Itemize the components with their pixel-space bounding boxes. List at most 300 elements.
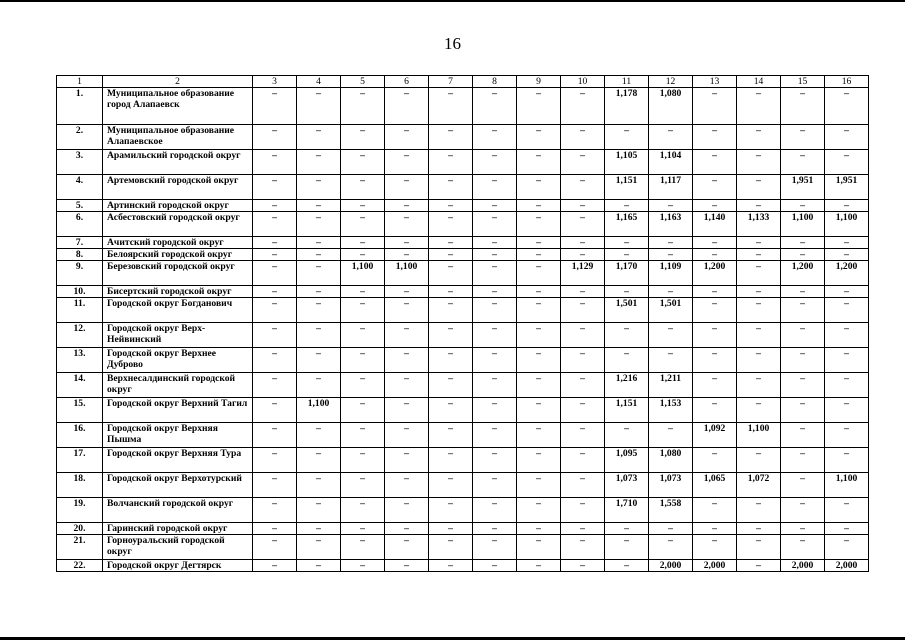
value-cell: – [253, 175, 297, 200]
value-cell: – [561, 249, 605, 261]
value-cell: – [605, 535, 649, 560]
value-cell: – [385, 535, 429, 560]
value-cell: – [429, 398, 473, 423]
value-cell: 1,216 [605, 373, 649, 398]
value-cell: – [693, 125, 737, 150]
value-cell: 1,200 [693, 261, 737, 286]
value-cell: – [429, 286, 473, 298]
value-cell: – [737, 286, 781, 298]
value-cell: – [825, 398, 869, 423]
value-cell: 2,000 [781, 560, 825, 572]
table-row [57, 498, 869, 523]
value-cell: – [253, 398, 297, 423]
value-cell: – [649, 200, 693, 212]
value-cell: – [649, 423, 693, 448]
table-row [57, 398, 869, 423]
row-number: 18. [57, 473, 103, 498]
value-cell: – [605, 323, 649, 348]
value-cell: – [385, 323, 429, 348]
value-cell: – [297, 498, 341, 523]
value-cell: – [781, 498, 825, 523]
value-cell: – [473, 535, 517, 560]
municipality-name: Артемовский городской округ [103, 175, 253, 200]
value-cell: – [473, 423, 517, 448]
value-cell: – [561, 373, 605, 398]
value-cell: – [561, 560, 605, 572]
value-cell: – [429, 200, 473, 212]
municipality-name: Верхнесалдинский городской округ [103, 373, 253, 398]
municipality-name: Гаринский городской округ [103, 523, 253, 535]
value-cell: – [253, 348, 297, 373]
column-header: 12 [649, 76, 693, 88]
municipality-name: Волчанский городской округ [103, 498, 253, 523]
table-row [57, 88, 869, 125]
value-cell: – [473, 125, 517, 150]
value-cell: – [253, 237, 297, 249]
value-cell: – [473, 237, 517, 249]
value-cell: – [473, 298, 517, 323]
value-cell: – [253, 125, 297, 150]
value-cell: – [385, 473, 429, 498]
value-cell: – [385, 523, 429, 535]
table-row [57, 298, 869, 323]
value-cell: – [561, 448, 605, 473]
value-cell: 1,095 [605, 448, 649, 473]
value-cell: – [517, 237, 561, 249]
value-cell: – [473, 212, 517, 237]
value-cell: – [649, 237, 693, 249]
value-cell: – [473, 88, 517, 125]
value-cell: – [385, 286, 429, 298]
value-cell: – [737, 448, 781, 473]
value-cell: – [781, 125, 825, 150]
value-cell: – [253, 523, 297, 535]
value-cell: – [297, 237, 341, 249]
value-cell: – [781, 398, 825, 423]
value-cell: – [341, 373, 385, 398]
value-cell: 1,100 [781, 212, 825, 237]
table-row [57, 523, 869, 535]
value-cell: – [737, 373, 781, 398]
value-cell: – [561, 212, 605, 237]
value-cell: – [605, 523, 649, 535]
value-cell: – [605, 237, 649, 249]
value-cell: – [517, 125, 561, 150]
value-cell: – [781, 286, 825, 298]
column-header: 6 [385, 76, 429, 88]
value-cell: – [737, 298, 781, 323]
value-cell: – [825, 237, 869, 249]
value-cell: – [253, 286, 297, 298]
value-cell: – [429, 535, 473, 560]
municipality-name: Муниципальное образование город Алапаевск [103, 88, 253, 125]
value-cell: – [825, 150, 869, 175]
value-cell: – [473, 373, 517, 398]
value-cell: – [737, 523, 781, 535]
value-cell: 1,151 [605, 398, 649, 423]
value-cell: – [693, 323, 737, 348]
value-cell: – [429, 523, 473, 535]
value-cell: – [517, 523, 561, 535]
value-cell: – [385, 348, 429, 373]
row-number: 10. [57, 286, 103, 298]
value-cell: – [825, 323, 869, 348]
column-header: 9 [517, 76, 561, 88]
value-cell: – [825, 423, 869, 448]
column-header: 16 [825, 76, 869, 88]
row-number: 20. [57, 523, 103, 535]
value-cell: – [825, 249, 869, 261]
table-row [57, 261, 869, 286]
municipality-name: Арамильский городской округ [103, 150, 253, 175]
value-cell: – [517, 200, 561, 212]
value-cell: – [737, 535, 781, 560]
value-cell: – [781, 237, 825, 249]
value-cell: 1,100 [737, 423, 781, 448]
value-cell: – [825, 286, 869, 298]
value-cell: – [693, 237, 737, 249]
value-cell: – [429, 125, 473, 150]
value-cell: – [737, 237, 781, 249]
table-row [57, 150, 869, 175]
value-cell: – [429, 261, 473, 286]
value-cell: – [693, 200, 737, 212]
table-row [57, 237, 869, 249]
value-cell: – [781, 200, 825, 212]
value-cell: – [429, 175, 473, 200]
value-cell: – [429, 237, 473, 249]
value-cell: – [385, 150, 429, 175]
value-cell: – [693, 88, 737, 125]
value-cell: – [825, 125, 869, 150]
value-cell: – [429, 298, 473, 323]
value-cell: – [297, 200, 341, 212]
value-cell: – [693, 150, 737, 175]
value-cell: – [385, 175, 429, 200]
municipality-name: Городской округ Богданович [103, 298, 253, 323]
value-cell: – [253, 498, 297, 523]
value-cell: – [517, 373, 561, 398]
column-header: 15 [781, 76, 825, 88]
value-cell: – [517, 323, 561, 348]
value-cell: – [649, 125, 693, 150]
column-header: 5 [341, 76, 385, 88]
value-cell: – [429, 560, 473, 572]
value-cell: – [517, 261, 561, 286]
municipality-name: Белоярский городской округ [103, 249, 253, 261]
value-cell: – [781, 323, 825, 348]
municipality-name: Городской округ Дегтярск [103, 560, 253, 572]
value-cell: 1,080 [649, 88, 693, 125]
value-cell: – [737, 200, 781, 212]
value-cell: – [517, 535, 561, 560]
column-header: 14 [737, 76, 781, 88]
value-cell: – [473, 323, 517, 348]
column-header: 10 [561, 76, 605, 88]
value-cell: 1,117 [649, 175, 693, 200]
value-cell: 1,200 [825, 261, 869, 286]
value-cell: – [561, 298, 605, 323]
value-cell: – [253, 261, 297, 286]
value-cell: 1,951 [781, 175, 825, 200]
value-cell: – [605, 286, 649, 298]
value-cell: – [825, 88, 869, 125]
value-cell: – [297, 261, 341, 286]
municipality-name: Городской округ Верхнее Дуброво [103, 348, 253, 373]
value-cell: – [517, 212, 561, 237]
value-cell: – [517, 286, 561, 298]
table-row [57, 448, 869, 473]
table-row [57, 423, 869, 448]
value-cell: – [473, 175, 517, 200]
value-cell: – [473, 473, 517, 498]
value-cell: – [341, 523, 385, 535]
value-cell: – [473, 150, 517, 175]
municipality-name: Городской округ Верхняя Пышма [103, 423, 253, 448]
value-cell: – [473, 398, 517, 423]
value-cell: 1,710 [605, 498, 649, 523]
value-cell: 1,200 [781, 261, 825, 286]
value-cell: – [253, 560, 297, 572]
value-cell: – [473, 498, 517, 523]
value-cell: 1,140 [693, 212, 737, 237]
value-cell: – [781, 523, 825, 535]
value-cell: – [605, 348, 649, 373]
table-row [57, 125, 869, 150]
value-cell: – [473, 448, 517, 473]
row-number: 13. [57, 348, 103, 373]
value-cell: – [297, 298, 341, 323]
value-cell: – [561, 88, 605, 125]
column-header: 8 [473, 76, 517, 88]
value-cell: 1,080 [649, 448, 693, 473]
value-cell: – [385, 298, 429, 323]
value-cell: 1,501 [649, 298, 693, 323]
value-cell: – [341, 249, 385, 261]
value-cell: – [297, 175, 341, 200]
value-cell: – [781, 535, 825, 560]
value-cell: – [605, 560, 649, 572]
municipality-name: Муниципальное образование Алапаевское [103, 125, 253, 150]
value-cell: – [561, 237, 605, 249]
row-number: 15. [57, 398, 103, 423]
value-cell: – [297, 523, 341, 535]
value-cell: 1,501 [605, 298, 649, 323]
table-row [57, 473, 869, 498]
value-cell: – [253, 249, 297, 261]
value-cell: – [561, 523, 605, 535]
value-cell: – [517, 88, 561, 125]
value-cell: – [517, 298, 561, 323]
value-cell: – [649, 523, 693, 535]
value-cell: – [737, 560, 781, 572]
value-cell: 1,151 [605, 175, 649, 200]
value-cell: – [781, 150, 825, 175]
value-cell: – [253, 323, 297, 348]
value-cell: 1,170 [605, 261, 649, 286]
value-cell: – [737, 175, 781, 200]
municipality-name: Бисертский городской округ [103, 286, 253, 298]
value-cell: – [473, 348, 517, 373]
value-cell: – [385, 249, 429, 261]
value-cell: – [385, 423, 429, 448]
value-cell: 1,165 [605, 212, 649, 237]
table-row [57, 535, 869, 560]
value-cell: – [341, 298, 385, 323]
value-cell: – [517, 348, 561, 373]
row-number: 9. [57, 261, 103, 286]
value-cell: – [341, 448, 385, 473]
value-cell: – [341, 423, 385, 448]
row-number: 22. [57, 560, 103, 572]
value-cell: – [341, 125, 385, 150]
column-header: 2 [103, 76, 253, 88]
value-cell: – [253, 298, 297, 323]
value-cell: – [341, 498, 385, 523]
value-cell: – [693, 286, 737, 298]
value-cell: – [473, 286, 517, 298]
value-cell: – [473, 200, 517, 212]
value-cell: 1,100 [385, 261, 429, 286]
value-cell: – [253, 423, 297, 448]
row-number: 2. [57, 125, 103, 150]
value-cell: – [297, 560, 341, 572]
value-cell: – [253, 373, 297, 398]
value-cell: – [253, 448, 297, 473]
value-cell: – [253, 535, 297, 560]
value-cell: – [429, 498, 473, 523]
value-cell: – [693, 348, 737, 373]
value-cell: – [737, 323, 781, 348]
table-body [57, 76, 869, 572]
value-cell: – [473, 523, 517, 535]
municipality-name: Березовский городской округ [103, 261, 253, 286]
value-cell: – [297, 249, 341, 261]
row-number: 4. [57, 175, 103, 200]
value-cell: – [429, 448, 473, 473]
value-cell: – [253, 473, 297, 498]
value-cell: – [693, 523, 737, 535]
value-cell: – [297, 535, 341, 560]
municipality-name: Городской округ Верх-Нейвинский [103, 323, 253, 348]
municipality-name: Горноуральский городской округ [103, 535, 253, 560]
value-cell: – [341, 348, 385, 373]
municipality-name: Городской округ Верхний Тагил [103, 398, 253, 423]
value-cell: – [517, 560, 561, 572]
value-cell: – [825, 535, 869, 560]
value-cell: – [341, 473, 385, 498]
value-cell: – [781, 473, 825, 498]
value-cell: – [253, 212, 297, 237]
value-cell: 1,073 [649, 473, 693, 498]
value-cell: – [517, 175, 561, 200]
value-cell: – [693, 175, 737, 200]
value-cell: 1,951 [825, 175, 869, 200]
value-cell: – [253, 88, 297, 125]
value-cell: – [781, 298, 825, 323]
value-cell: – [561, 423, 605, 448]
value-cell: – [341, 398, 385, 423]
value-cell: – [517, 473, 561, 498]
value-cell: – [473, 249, 517, 261]
table-row [57, 212, 869, 237]
value-cell: – [429, 150, 473, 175]
value-cell: 1,104 [649, 150, 693, 175]
coefficients-table [56, 75, 869, 572]
value-cell: – [517, 423, 561, 448]
value-cell: 1,133 [737, 212, 781, 237]
value-cell: – [429, 348, 473, 373]
value-cell: – [297, 212, 341, 237]
column-header: 7 [429, 76, 473, 88]
value-cell: – [605, 125, 649, 150]
value-cell: 1,105 [605, 150, 649, 175]
row-number: 12. [57, 323, 103, 348]
value-cell: – [429, 212, 473, 237]
value-cell: – [649, 249, 693, 261]
table-row [57, 323, 869, 348]
value-cell: – [693, 398, 737, 423]
row-number: 21. [57, 535, 103, 560]
value-cell: – [297, 323, 341, 348]
municipality-name: Артинский городской округ [103, 200, 253, 212]
value-cell: – [561, 175, 605, 200]
value-cell: – [825, 448, 869, 473]
value-cell: – [429, 373, 473, 398]
value-cell: – [737, 125, 781, 150]
value-cell: – [341, 323, 385, 348]
row-number: 6. [57, 212, 103, 237]
value-cell: – [561, 348, 605, 373]
value-cell: – [693, 448, 737, 473]
value-cell: – [649, 348, 693, 373]
value-cell: – [693, 498, 737, 523]
value-cell: – [297, 423, 341, 448]
value-cell: – [781, 423, 825, 448]
value-cell: – [561, 535, 605, 560]
value-cell: – [341, 560, 385, 572]
value-cell: – [737, 249, 781, 261]
table-row [57, 175, 869, 200]
value-cell: 1,178 [605, 88, 649, 125]
value-cell: – [385, 398, 429, 423]
column-header: 1 [57, 76, 103, 88]
table-row [57, 560, 869, 572]
value-cell: 1,558 [649, 498, 693, 523]
value-cell: – [605, 200, 649, 212]
row-number: 3. [57, 150, 103, 175]
value-cell: – [429, 249, 473, 261]
column-header: 4 [297, 76, 341, 88]
value-cell: – [561, 286, 605, 298]
row-number: 16. [57, 423, 103, 448]
value-cell: – [385, 373, 429, 398]
value-cell: – [429, 323, 473, 348]
value-cell: – [253, 200, 297, 212]
value-cell: 1,153 [649, 398, 693, 423]
value-cell: – [297, 88, 341, 125]
value-cell: – [561, 200, 605, 212]
value-cell: – [649, 323, 693, 348]
value-cell: – [781, 249, 825, 261]
value-cell: 1,100 [341, 261, 385, 286]
value-cell: – [825, 373, 869, 398]
value-cell: – [825, 200, 869, 212]
value-cell: – [825, 348, 869, 373]
value-cell: – [341, 212, 385, 237]
top-border-line [0, 0, 905, 2]
value-cell: – [341, 175, 385, 200]
